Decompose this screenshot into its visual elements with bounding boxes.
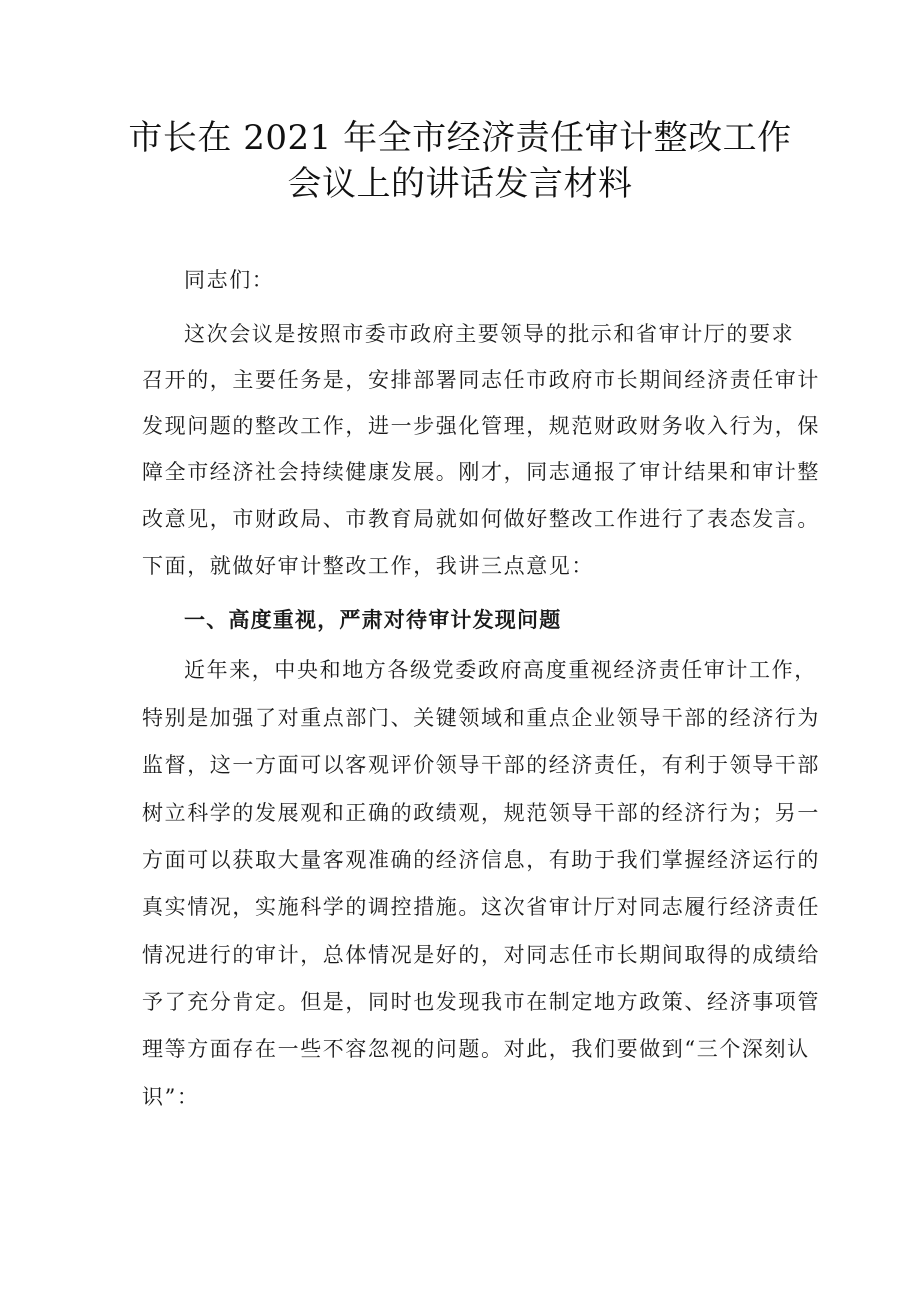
paragraph-line: 近年来，中央和地方各级党委政府高度重视经济责任审计工作， [184,658,817,682]
paragraph-line: 特别是加强了对重点部门、关键领域和重点企业领导干部的经济行为 [142,706,820,730]
paragraph-line: 下面，就做好审计整改工作，我讲三点意见： [142,554,594,578]
paragraph-line: 改意见，市财政局、市教育局就如何做好整改工作进行了表态发言。 [142,507,820,531]
section-heading: 一、高度重视，严肃对待审计发现问题 [184,608,562,632]
paragraph-line: 发现问题的整改工作，进一步强化管理，规范财政财务收入行为，保 [142,414,820,438]
paragraph-line: 树立科学的发展观和正确的政绩观，规范领导干部的经济行为；另一 [142,801,820,825]
paragraph-line: 真实情况，实施科学的调控措施。这次省审计厅对同志履行经济责任 [142,895,820,919]
paragraph-line: 识”： [142,1085,200,1109]
paragraph-line: 予了充分肯定。但是，同时也发现我市在制定地方政策、经济事项管 [142,990,820,1014]
paragraph-line: 方面可以获取大量客观准确的经济信息，有助于我们掌握经济运行的 [142,848,820,872]
paragraph-line: 理等方面存在一些不容忽视的问题。对此，我们要做到“三个深刻认 [142,1037,810,1061]
paragraph-line: 情况进行的审计，总体情况是好的，对同志任市长期间取得的成绩给 [142,943,820,967]
salutation: 同志们： [184,268,275,292]
document-title-line-1: 市长在 2021 年全市经济责任审计整改工作 [128,118,792,158]
paragraph-line: 监督，这一方面可以客观评价领导干部的经济责任，有利于领导干部 [142,753,820,777]
paragraph-line: 召开的，主要任务是，安排部署同志任市政府市长期间经济责任审计 [142,368,820,392]
document-title-line-2: 会议上的讲话发言材料 [287,164,633,204]
paragraph-line: 这次会议是按照市委市政府主要领导的批示和省审计厅的要求 [184,322,795,346]
paragraph-line: 障全市经济社会持续健康发展。刚才，同志通报了审计结果和审计整 [142,460,820,484]
